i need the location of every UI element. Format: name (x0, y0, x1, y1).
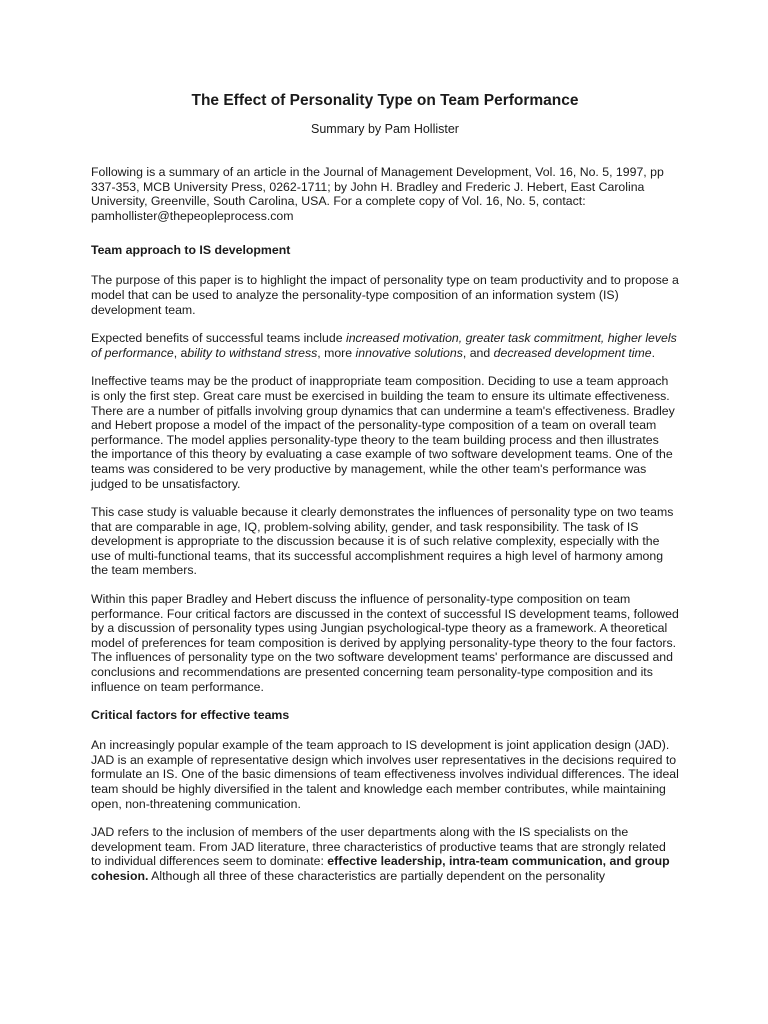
document-title: The Effect of Personality Type on Team Performance (191, 92, 579, 109)
paragraph-within-paper: Within this paper Bradley and Hebert discuss the influence of personality-type composition on team performance. Four critical factors are discussed in the context of successful IS development teams, followed by a discussion of personality types using Jungian psychological-type theory as a framework. A theoretical model of preferences for team composition is derived by applying personality-type theory to the four factors. The influences of personality type on the two software development teams' performance are discussed and conclusions and recommendations are presented concerning team personality-type composition and its influence on team performance. (91, 592, 679, 694)
paragraph-ineffective-teams: Ineffective teams may be the product of inappropriate team composition. Deciding to use a team approach is only the first step. Great care must be exercised in building the team to ensure its ultimate effectiveness. There are a number of pitfalls involving group dynamics that can undermine a team's effectiveness. Bradley and Hebert propose a model of the impact of the personality-type composition of a team on overall team performance. The model applies personality-type theory to the team building process and then illustrates the importance of this theory by evaluating a case example of two software development teams. One of the teams was considered to be very productive by management, while the other team's performance was judged to be unsatisfactory. (91, 374, 675, 491)
document-page (91, 92, 679, 884)
document-subtitle: Summary by Pam Hollister (311, 122, 459, 136)
section-heading-team-approach: Team approach to IS development (91, 243, 291, 258)
paragraph-case-study: This case study is valuable because it clearly demonstrates the influences of personality type on two teams that are comparable in age, IQ, problem-solving ability, gender, and task responsibility. The task of IS development is appropriate to the discussion because it is of such relative complexity, especially with the use of multi-functional teams, that its successful accomplishment requires a high level of harmony among the team members. (91, 505, 674, 578)
intro-paragraph: Following is a summary of an article in the Journal of Management Development, Vol. 16, No. 5, 1997, pp 337-353, MCB University Press, 0262-1711; by John H. Bradley and Frederic J. Hebert, East Carolina University, Greenville, South Carolina, USA. For a complete copy of Vol. 16, No. 5, contact: pamhollister@thepeopleprocess.com (91, 165, 664, 223)
paragraph-purpose: The purpose of this paper is to highlight the impact of personality type on team productivity and to propose a model that can be used to analyze the personality-type composition of an information system (IS) development team. (91, 273, 679, 317)
section-heading-critical-factors: Critical factors for effective teams (91, 708, 290, 723)
paragraph-jad-example: An increasingly popular example of the team approach to IS development is joint application design (JAD). JAD is an example of representative design which involves user representatives in the decisions required to formulate an IS. One of the basic dimensions of team effectiveness involves individual differences. The ideal team should be highly diversified in the talent and knowledge each member contributes, while maintaining open, non-threatening communication. (91, 738, 679, 811)
paragraph-jad-definition: JAD refers to the inclusion of members of the user departments along with the IS specialists on the development team. From JAD literature, three characteristics of productive teams that are strongly related to individual differences seem to dominate: effective leadership, intra-team communication, and group cohesion. Although all three of these characteristics are partially dependent on the personality (91, 825, 670, 883)
paragraph-expected-benefits: Expected benefits of successful teams include increased motivation, greater task commitment, higher levels of performance, ability to withstand stress, more innovative solutions, and decreased development time. (91, 331, 677, 360)
